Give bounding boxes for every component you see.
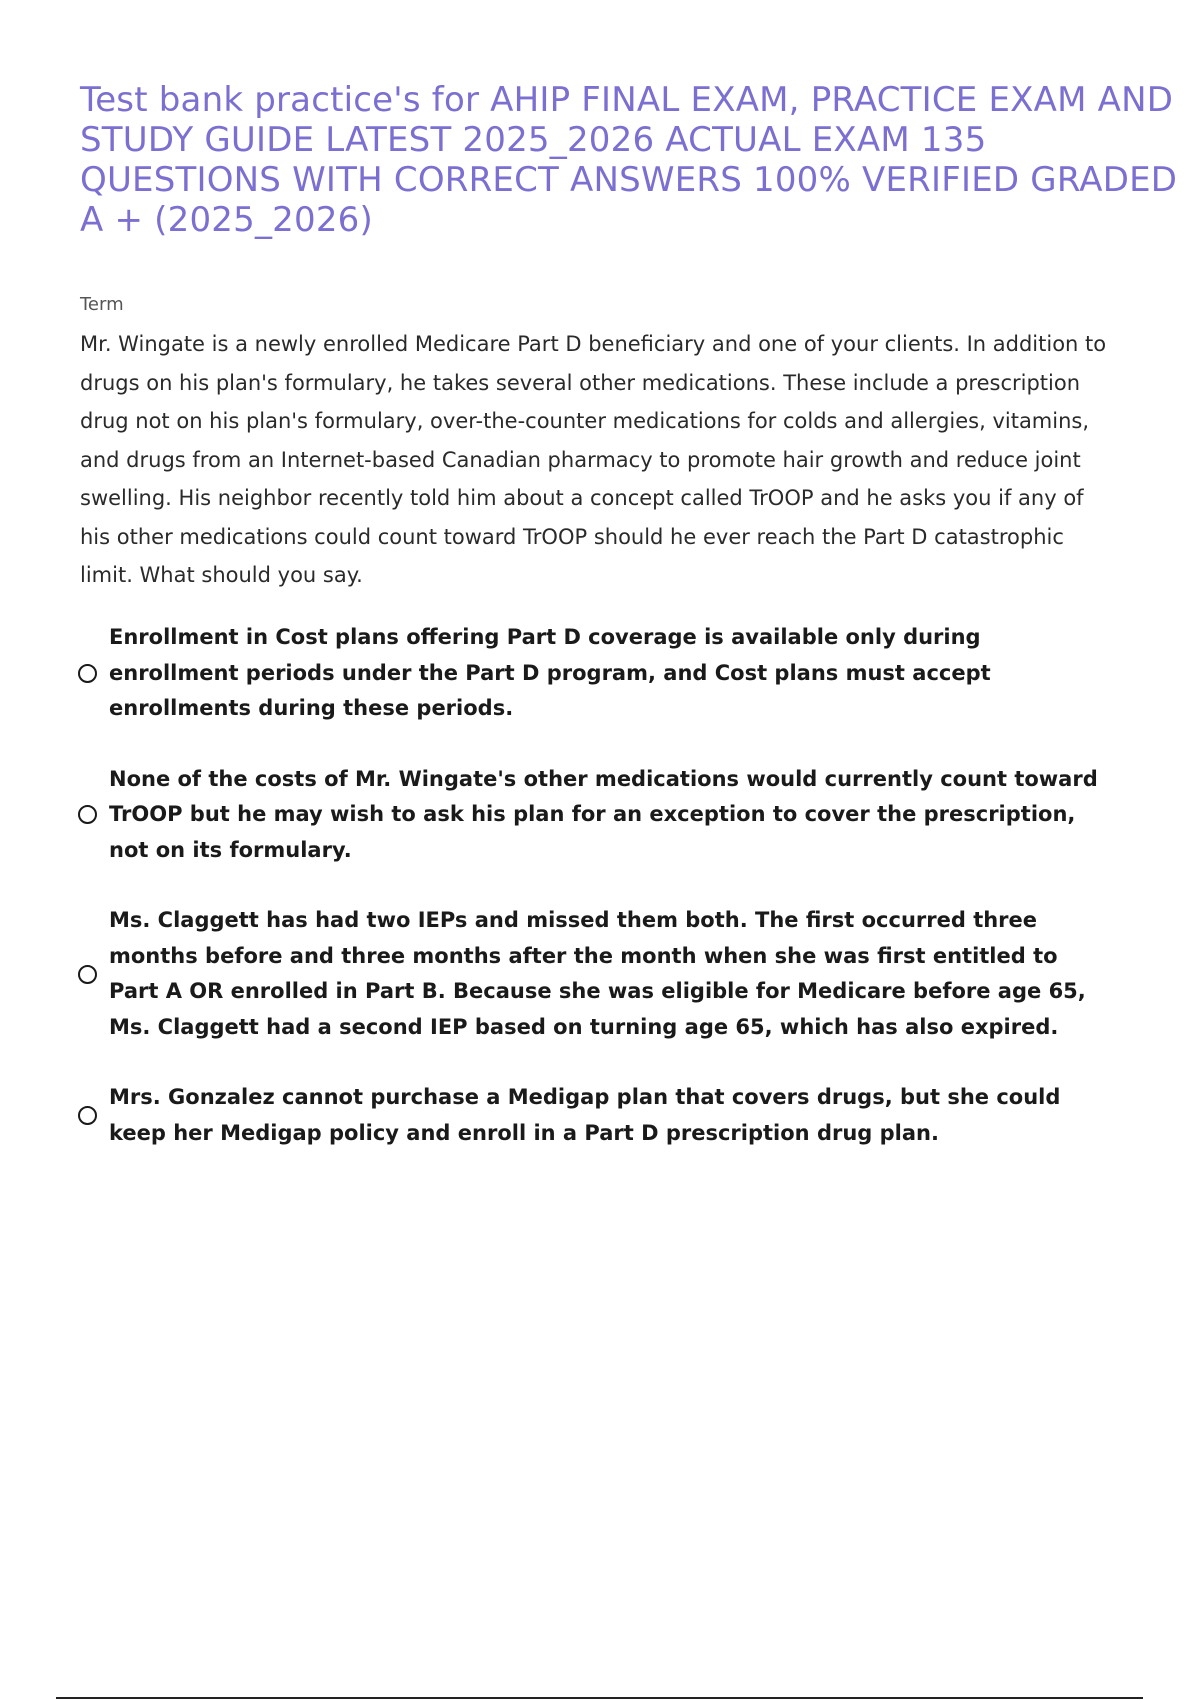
answer-option-3[interactable]	[78, 903, 1118, 1045]
radio-circle-icon[interactable]	[78, 664, 97, 683]
answer-option-text: Ms. Claggett has had two IEPs and missed them both. The first occurred three months before and three months after the month when she was first entitled to Part A OR enrolled in Part B. Because she was eligible for Medicare before age 65, Ms. Claggett had a second IEP based on turning age 65, which has also expired.	[109, 908, 1086, 1039]
answer-option-text: Mrs. Gonzalez cannot purchase a Medigap plan that covers drugs, but she could keep her Medigap policy and enroll in a Part D prescription drug plan.	[109, 1085, 1061, 1145]
answer-options	[78, 620, 1118, 1186]
radio-circle-icon[interactable]	[78, 805, 97, 824]
footer-divider	[56, 1697, 1143, 1699]
radio-circle-icon[interactable]	[78, 965, 97, 984]
document-title: Test bank practice's for AHIP FINAL EXAM, PRACTICE EXAM AND STUDY GUIDE LATEST 2025_2026 ACTUAL EXAM 135 QUESTIONS WITH CORRECT ANSWERS 100% VERIFIED GRADED A + (2025_2026)	[80, 80, 1178, 240]
radio-circle-icon[interactable]	[78, 1106, 97, 1125]
answer-option-1[interactable]	[78, 620, 1118, 727]
answer-option-text: Enrollment in Cost plans offering Part D coverage is available only during enrollment periods under the Part D program, and Cost plans must accept enrollments during these periods.	[109, 625, 991, 720]
term-label: Term	[80, 294, 124, 315]
answer-option-text: None of the costs of Mr. Wingate's other medications would currently count toward TrOOP but he may wish to ask his plan for an exception to cover the prescription, not on its formulary.	[109, 766, 1098, 862]
question-text: Mr. Wingate is a newly enrolled Medicare Part D beneficiary and one of your clients. In addition to drugs on his plan's formulary, he takes several other medications. These include a prescription drug not on his plan's formulary, over-the-counter medications for colds and allergies, vitamins, and drugs from an Internet-based Canadian pharmacy to promote hair growth and reduce joint swelling. His neighbor recently told him about a concept called TrOOP and he asks you if any of his other medications could count toward TrOOP should he ever reach the Part D catastrophic limit. What should you say.	[80, 332, 1107, 587]
answer-option-2[interactable]	[78, 762, 1118, 869]
answer-option-4[interactable]	[78, 1080, 1118, 1151]
